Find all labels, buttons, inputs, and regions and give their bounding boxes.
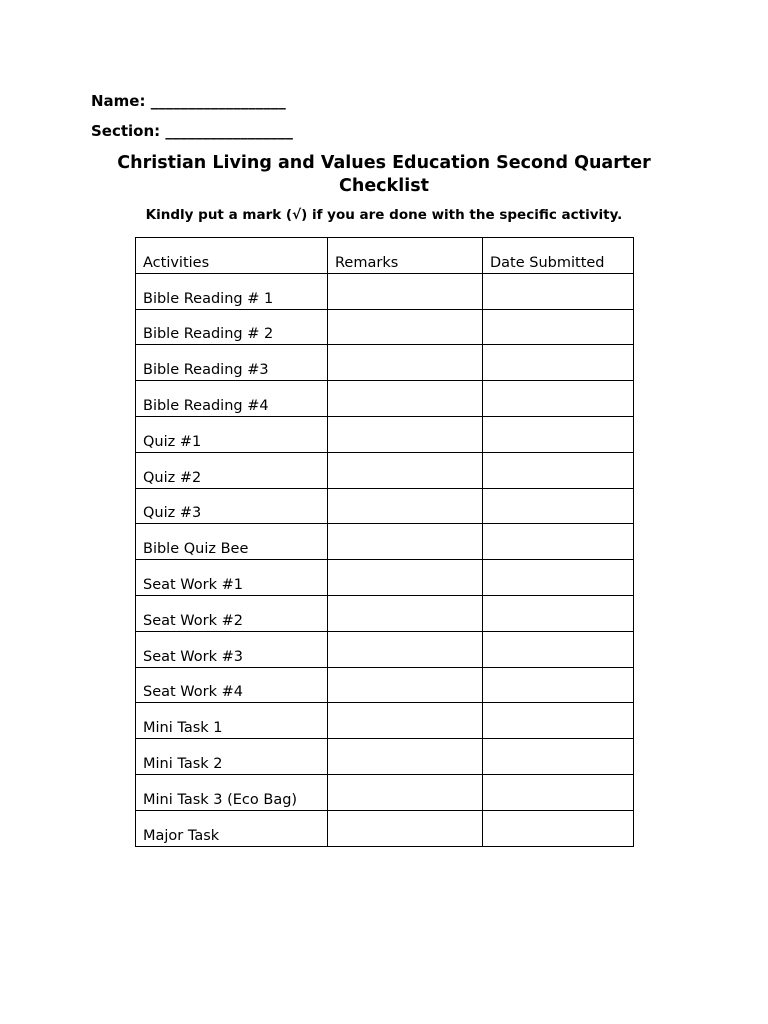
remarks-cell[interactable] — [328, 345, 483, 381]
date-submitted-cell[interactable] — [483, 452, 634, 488]
table-row — [136, 739, 634, 775]
remarks-cell[interactable] — [328, 560, 483, 596]
remarks-cell[interactable] — [328, 416, 483, 452]
remarks-cell[interactable] — [328, 309, 483, 345]
activity-cell: Mini Task 1 — [136, 703, 328, 739]
activity-cell: Mini Task 3 (Eco Bag) — [136, 774, 328, 810]
column-header-date-submitted: Date Submitted — [483, 238, 634, 274]
activity-cell: Bible Reading # 1 — [136, 273, 328, 309]
column-header-activities: Activities — [136, 238, 328, 274]
section-field — [91, 122, 293, 140]
date-submitted-cell[interactable] — [483, 774, 634, 810]
date-submitted-cell[interactable] — [483, 667, 634, 703]
table-row — [136, 381, 634, 417]
date-submitted-cell[interactable] — [483, 381, 634, 417]
section-label: Section: — [91, 122, 161, 140]
date-submitted-cell[interactable] — [483, 631, 634, 667]
activity-cell: Seat Work #1 — [136, 560, 328, 596]
activity-cell: Quiz #1 — [136, 416, 328, 452]
name-label: Name: — [91, 92, 146, 110]
remarks-cell[interactable] — [328, 774, 483, 810]
table-row — [136, 703, 634, 739]
remarks-cell[interactable] — [328, 739, 483, 775]
table-row — [136, 488, 634, 524]
activity-cell: Bible Reading #4 — [136, 381, 328, 417]
table-row — [136, 309, 634, 345]
document-title: Christian Living and Values Education Second Quarter Checklist — [117, 153, 651, 196]
date-submitted-cell[interactable] — [483, 703, 634, 739]
remarks-cell[interactable] — [328, 524, 483, 560]
table-row — [136, 631, 634, 667]
activity-cell: Quiz #3 — [136, 488, 328, 524]
activity-cell: Major Task — [136, 810, 328, 846]
remarks-cell[interactable] — [328, 703, 483, 739]
remarks-cell[interactable] — [328, 595, 483, 631]
instruction-text: Kindly put a mark (√) if you are done with the specific activity. — [145, 207, 623, 223]
remarks-cell[interactable] — [328, 667, 483, 703]
date-submitted-cell[interactable] — [483, 416, 634, 452]
activity-cell: Mini Task 2 — [136, 739, 328, 775]
checklist-table — [135, 237, 634, 847]
date-submitted-cell[interactable] — [483, 560, 634, 596]
remarks-cell[interactable] — [328, 381, 483, 417]
date-submitted-cell[interactable] — [483, 739, 634, 775]
table-row — [136, 273, 634, 309]
name-field — [91, 92, 286, 110]
activity-cell: Quiz #2 — [136, 452, 328, 488]
activity-cell: Bible Quiz Bee — [136, 524, 328, 560]
remarks-cell[interactable] — [328, 273, 483, 309]
table-row — [136, 560, 634, 596]
remarks-cell[interactable] — [328, 631, 483, 667]
table-row — [136, 810, 634, 846]
date-submitted-cell[interactable] — [483, 595, 634, 631]
table-row — [136, 524, 634, 560]
date-submitted-cell[interactable] — [483, 273, 634, 309]
date-submitted-cell[interactable] — [483, 345, 634, 381]
name-blank[interactable]: __________________ — [150, 92, 286, 110]
activity-cell: Bible Reading #3 — [136, 345, 328, 381]
table-row — [136, 774, 634, 810]
activity-cell: Bible Reading # 2 — [136, 309, 328, 345]
table-row — [136, 345, 634, 381]
date-submitted-cell[interactable] — [483, 810, 634, 846]
table-row — [136, 452, 634, 488]
activity-cell: Seat Work #3 — [136, 631, 328, 667]
date-submitted-cell[interactable] — [483, 524, 634, 560]
activity-cell: Seat Work #4 — [136, 667, 328, 703]
section-blank[interactable]: _________________ — [165, 122, 293, 140]
remarks-cell[interactable] — [328, 452, 483, 488]
date-submitted-cell[interactable] — [483, 309, 634, 345]
remarks-cell[interactable] — [328, 810, 483, 846]
table-row — [136, 595, 634, 631]
activity-cell: Seat Work #2 — [136, 595, 328, 631]
table-row — [136, 667, 634, 703]
table-header-row — [136, 238, 634, 274]
date-submitted-cell[interactable] — [483, 488, 634, 524]
column-header-remarks: Remarks — [328, 238, 483, 274]
table-row — [136, 416, 634, 452]
remarks-cell[interactable] — [328, 488, 483, 524]
